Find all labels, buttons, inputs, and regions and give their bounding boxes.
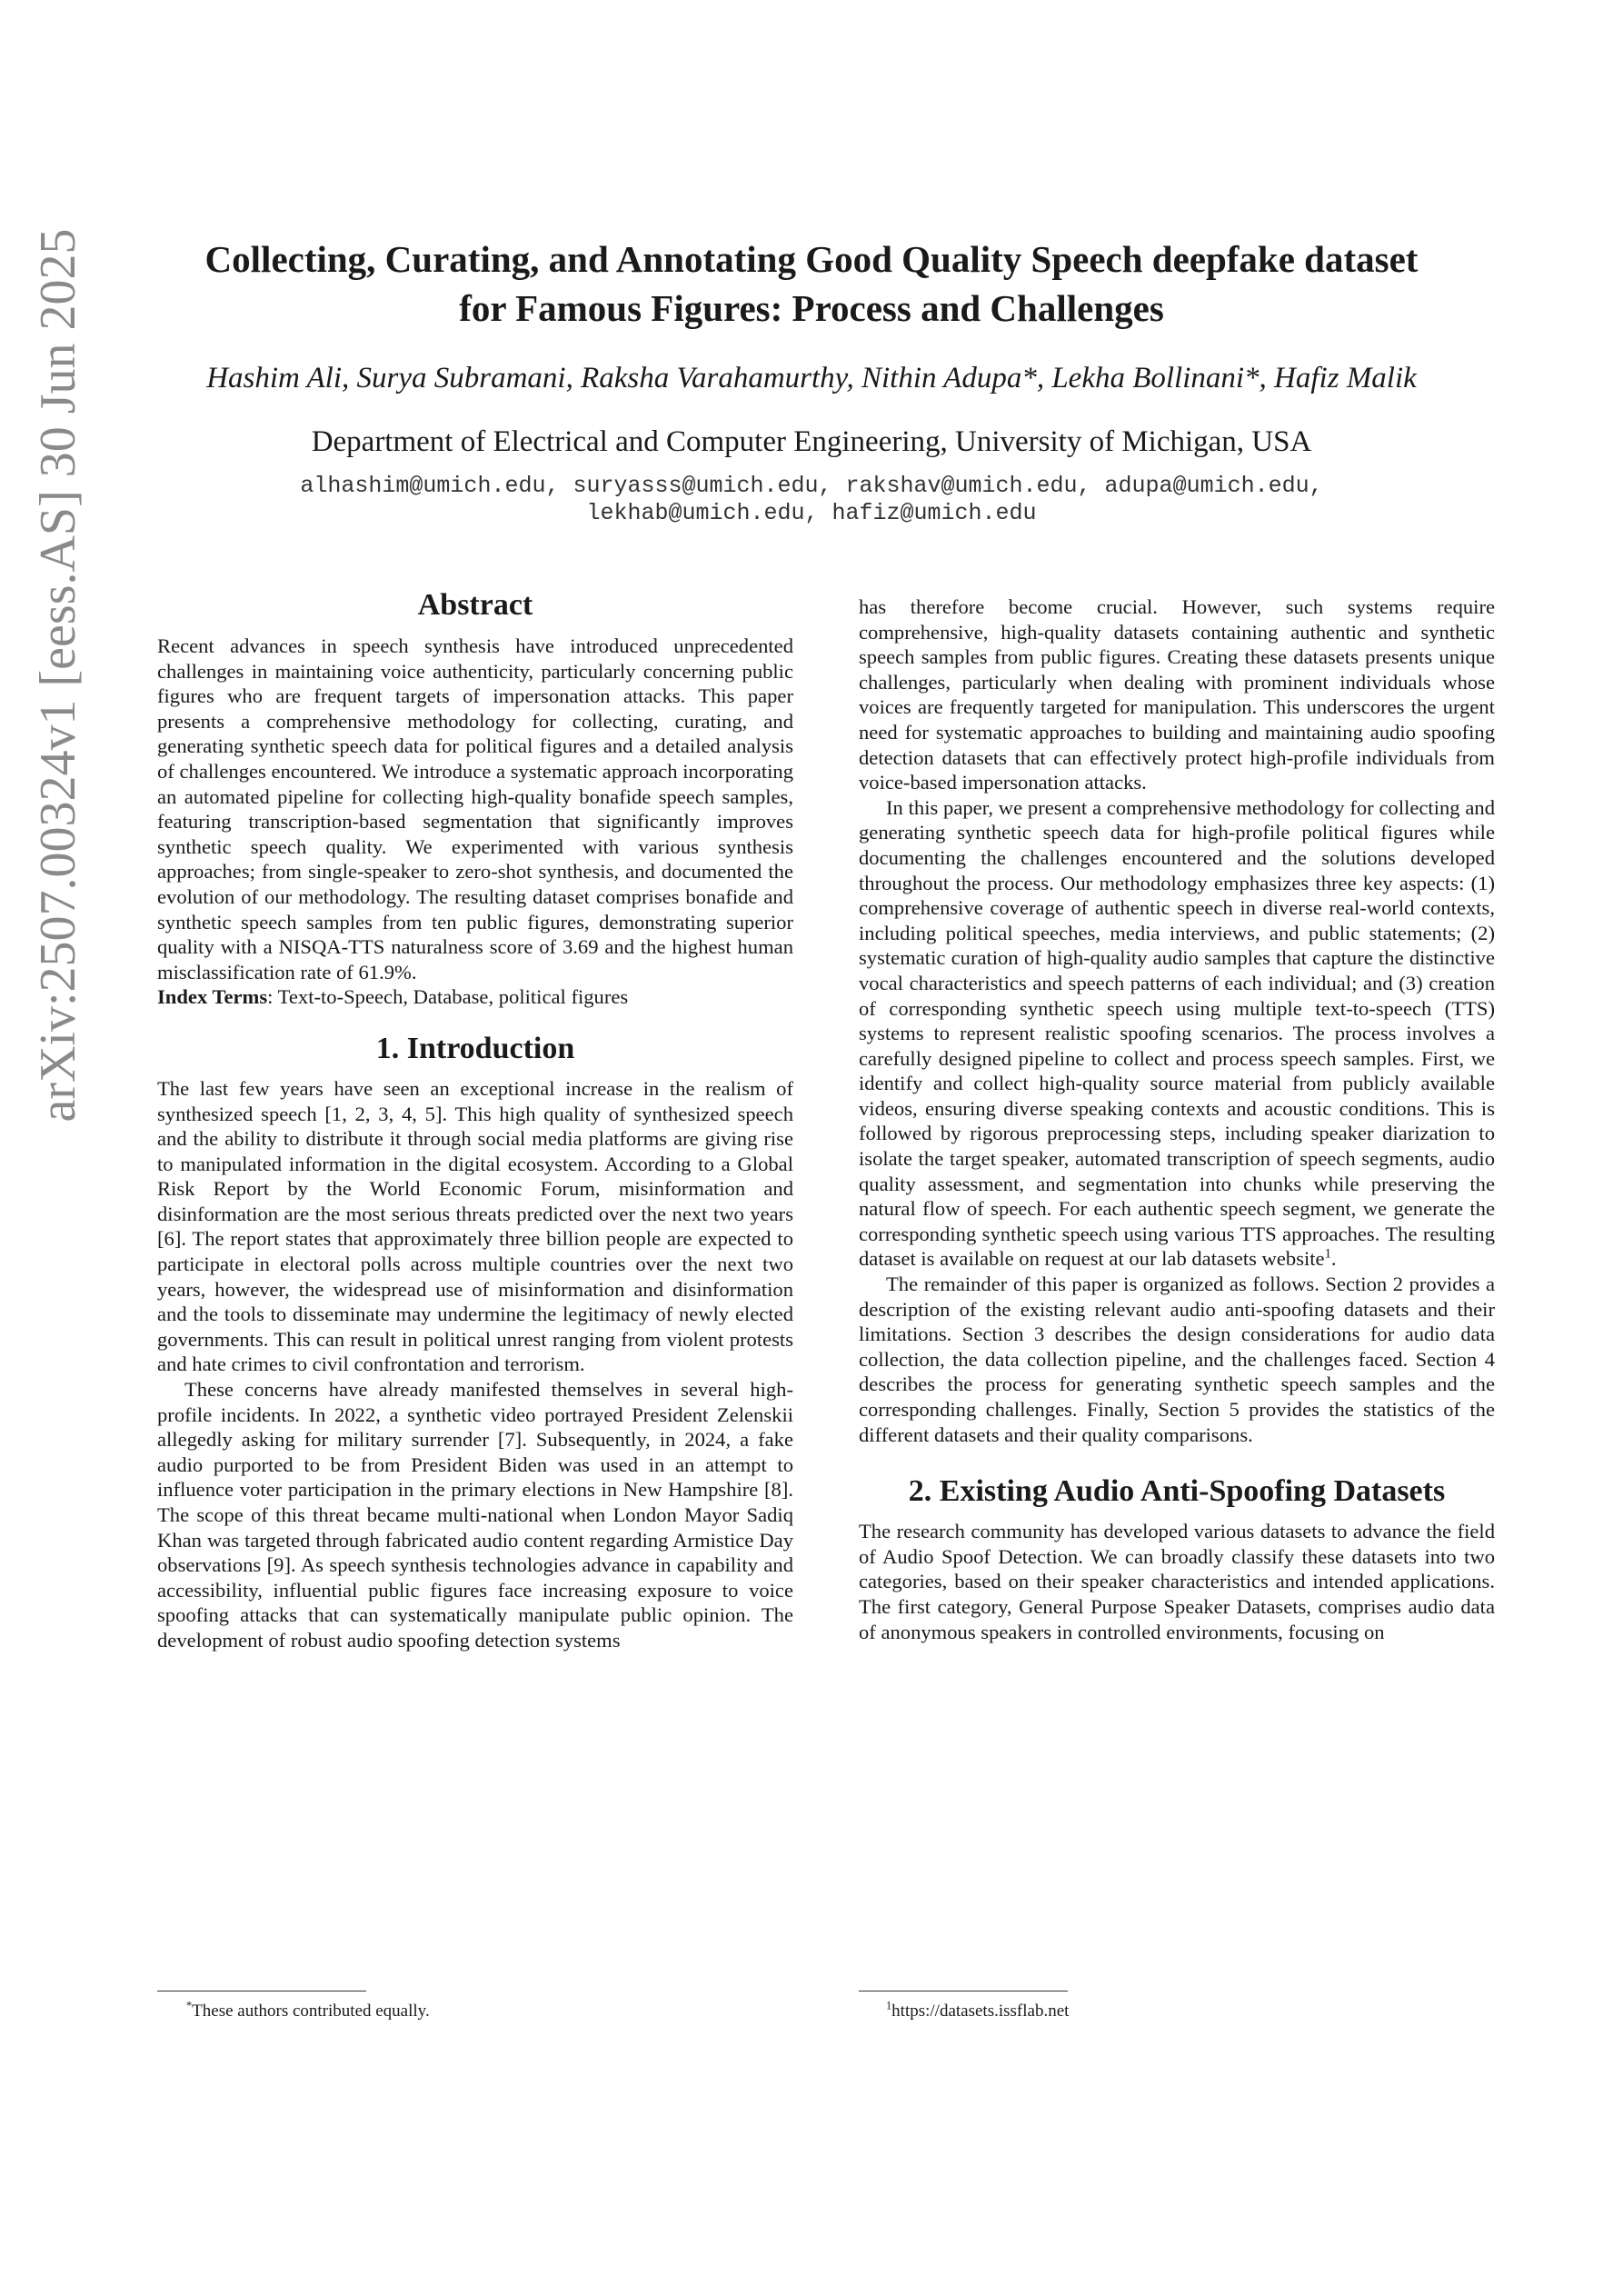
- intro-paragraph-4: [859, 795, 1495, 1272]
- abstract-text: Recent advances in speech synthesis have introduced unprecedented challenges in maintaining voice authenticity, particularly concerning public figures who are frequent targets of impersonation attacks. This paper presents a comprehensive methodology for collecting, curating, and generating synthetic speech data for political figures and a detailed analysis of challenges encountered. We introduce a systematic approach incorporating an automated pipeline for collecting high-quality bonafide speech samples, featuring transcription-based segmentation that significantly improves synthetic speech quality. We experimented with various synthesis approaches; from single-speaker to zero-shot synthesis, and documented the evolution of our methodology. The resulting dataset comprises bonafide and synthetic speech samples from ten public figures, demonstrating superior quality with a NISQA-TTS naturalness score of 3.69 and the highest human misclassification rate of 61.9%.: [157, 634, 793, 983]
- intro-paragraph-4-text: In this paper, we present a comprehensive methodology for collecting and generating synthetic speech data for high-profile political figures while documenting the challenges encountered and the solutions developed throughout the process. Our methodology emphasizes three key aspects: (1) comprehensive coverage of authentic speech in diverse real-world contexts, including political speeches, media interviews, and public statements; (2) systematic curation of high-quality audio samples that capture the distinctive vocal characteristics and speech patterns of each individual; and (3) creation of corresponding synthetic speech using multiple text-to-speech (TTS) systems to represent realistic spoofing scenarios. The process involves a carefully designed pipeline to collect and process speech samples. First, we identify and collect high-quality source material from publicly available videos, ensuring diverse speaking contexts and acoustic conditions. This is followed by rigorous preprocessing steps, including speaker diarization to isolate the target speaker, automated transcription of speech segments, audio quality assessment, and segmentation into chunks while preserving the natural flow of speech. For each authentic speech segment, we generate the corresponding synthetic speech using various TTS approaches. The resulting dataset is available on request at our lab datasets website: [859, 795, 1495, 1271]
- paper-title-line-2: for Famous Figures: Process and Challenges: [459, 287, 1164, 329]
- paper-title-line-1: Collecting, Curating, and Annotating Good Quality Speech deepfake dataset: [204, 238, 1419, 280]
- left-footnote-marker: *: [186, 1999, 193, 2012]
- index-terms-text: : Text-to-Speech, Database, political figures: [267, 985, 629, 1009]
- right-footnote-rule: [859, 1991, 1068, 1992]
- abstract-heading: Abstract: [417, 588, 533, 622]
- left-footnote-rule: [157, 1991, 366, 1992]
- intro-paragraph-4-end: .: [1330, 1247, 1337, 1271]
- arxiv-side-stamp: [30, 228, 86, 1123]
- email-list-line-2: lekhab@umich.edu, hafiz@umich.edu: [586, 500, 1037, 526]
- affiliation: Department of Electrical and Computer Engineering, University of Michigan, USA: [311, 425, 1312, 458]
- left-footnote: [186, 1999, 430, 2021]
- footnote-marker-1: 1: [1324, 1246, 1331, 1262]
- left-footnote-text: These authors contributed equally.: [192, 2002, 430, 2021]
- right-footnote: [886, 1999, 1070, 2021]
- right-footnote-text: https://datasets.issflab.net: [891, 2002, 1070, 2021]
- arxiv-identifier: arXiv:2507.00324v1 [eess.AS] 30 Jun 2025: [30, 228, 86, 1123]
- right-footnote-marker: 1: [886, 1999, 892, 2012]
- intro-paragraph-3: has therefore become crucial. However, such systems require comprehensive, high-quality datasets containing authentic and synthetic speech samples from public figures. Creating these datasets presents unique challenges, particularly when dealing with prominent individuals whose voices are frequently targeted for manipulation. This underscores the urgent need for systematic approaches to building and maintaining audio spoofing detection datasets that can effectively protect high-profile individuals from voice-based impersonation attacks.: [859, 595, 1495, 794]
- intro-paragraph-5: The remainder of this paper is organized as follows. Section 2 provides a description of the existing relevant audio anti-spoofing datasets and their limitations. Section 3 describes the design considerations for audio data collection, the data collection pipeline, and the challenges faced. Section 4 describes the process for generating synthetic speech samples and the corresponding challenges. Finally, Section 5 provides the statistics of the different datasets and their quality comparisons.: [859, 1273, 1495, 1446]
- intro-paragraph-2: These concerns have already manifested themselves in several high-profile incidents. In 2022, a synthetic video portrayed President Zelenskii allegedly asking for military surrender [7]. Subsequently, in 2024, a fake audio purported to be from President Biden was used in an attempt to influence voter participation in the primary elections in New Hampshire [8]. The scope of this threat became multi-national when London Mayor Sadiq Khan was targeted through fabricated audio content regarding Armistice Day observations [9]. As speech synthesis technologies advance in capability and accessibility, influential public figures face increasing exposure to voice spoofing attacks that can systematically manipulate public opinion. The development of robust audio spoofing detection systems: [157, 1378, 793, 1652]
- introduction-heading: 1. Introduction: [375, 1031, 575, 1065]
- index-terms-label: Index Terms: [157, 985, 268, 1009]
- intro-paragraph-1: The last few years have seen an exceptional increase in the realism of synthesized speech [1, 2, 3, 4, 5]. This high quality of synthesized speech and the ability to distribute it through social media platforms are giving rise to manipulated information in the digital ecosystem. According to a Global Risk Report by the World Economic Forum, misinformation and disinformation are the most serious threats predicted over the next two years [6]. The report states that approximately three billion people are expected to participate in electoral polls across multiple countries over the next two years, however, the widespread use of misinformation and disinformation and the tools to disseminate may undermine the legitimacy of newly elected governments. This can result in political unrest ranging from violent protests and hate crimes to civil confrontation and terrorism.: [157, 1076, 793, 1376]
- right-column: [859, 594, 1495, 1644]
- index-terms: [157, 984, 793, 1010]
- email-list-line-1: alhashim@umich.edu, suryasss@umich.edu, rakshav@umich.edu, adupa@umich.edu,: [300, 473, 1323, 499]
- section-2-heading: 2. Existing Audio Anti-Spoofing Datasets: [908, 1474, 1446, 1509]
- author-list: Hashim Ali, Surya Subramani, Raksha Varahamurthy, Nithin Adupa*, Lekha Bollinani*, Hafiz Malik: [206, 362, 1417, 394]
- section-2-paragraph-1: The research community has developed various datasets to advance the field of Audio Spoof Detection. We can broadly classify these datasets into two categories, based on their speaker characteristics and intended applications. The first category, General Purpose Speaker Datasets, comprises audio data of anonymous speakers in controlled environments, focusing on: [859, 1520, 1495, 1643]
- left-column: [157, 586, 793, 1653]
